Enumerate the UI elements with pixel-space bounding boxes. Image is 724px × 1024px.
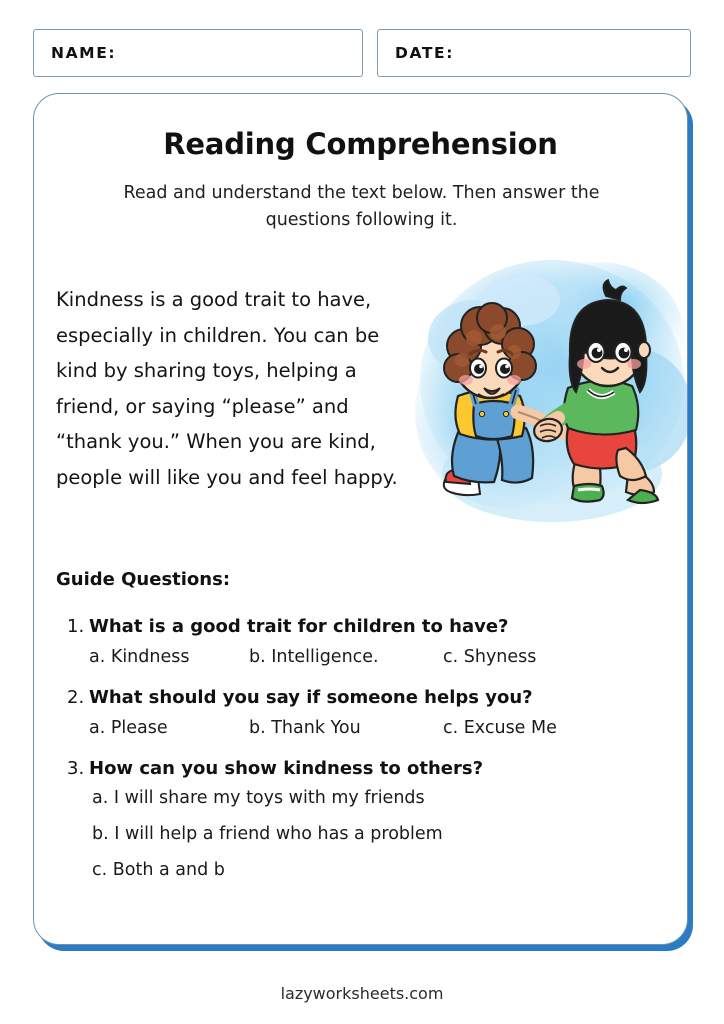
option-b[interactable]: b. I will help a friend who has a problem [92, 824, 443, 844]
page-title: Reading Comprehension [163, 127, 558, 161]
guide-questions-heading: Guide Questions: [56, 569, 231, 590]
date-field[interactable] [377, 29, 691, 77]
passage-line: kind by sharing toys, helping a [56, 359, 357, 382]
footer-site: lazyworksheets.com [280, 984, 444, 1003]
question-text: How can you show kindness to others? [89, 758, 484, 779]
options-row [34, 718, 687, 738]
question-text: What should you say if someone helps you? [89, 687, 533, 708]
option-a[interactable]: a. I will share my toys with my friends [92, 788, 425, 808]
date-field-label: DATE: [395, 44, 455, 62]
options-row [34, 647, 687, 667]
question-number: 1. [67, 616, 85, 637]
option-b[interactable]: b. Thank You [249, 718, 361, 738]
question-item [34, 616, 687, 667]
question-line [34, 687, 687, 708]
option-c[interactable]: c. Shyness [443, 647, 537, 667]
question-number: 3. [67, 758, 85, 779]
passage-line: “thank you.” When you are kind, [56, 430, 376, 453]
options-stack [34, 788, 687, 880]
name-field-label: NAME: [51, 44, 117, 62]
passage-text [56, 282, 436, 495]
question-number: 2. [67, 687, 85, 708]
passage-line: friend, or saying “please” and [56, 394, 349, 418]
question-text: What is a good trait for children to have? [89, 616, 509, 637]
option-b[interactable]: b. Intelligence. [249, 647, 379, 667]
option-a[interactable]: a. Please [89, 718, 168, 738]
instructions-text: Read and understand the text below. Then answer the questions following it. [123, 183, 600, 230]
question-item [34, 687, 687, 738]
name-field[interactable] [33, 29, 363, 77]
passage-line: Kindness is a good trait to have, [56, 288, 372, 311]
question-line [34, 616, 687, 637]
questions-list [34, 616, 687, 900]
header-fields [33, 29, 691, 77]
question-item [34, 758, 687, 880]
passage-line: especially in children. You can be [56, 323, 380, 347]
option-c[interactable]: c. Both a and b [92, 860, 225, 880]
passage-line: people will like you and feel happy. [56, 465, 398, 489]
option-a[interactable]: a. Kindness [89, 647, 190, 667]
worksheet-card [33, 93, 688, 945]
kindness-illustration [402, 242, 688, 532]
question-line [34, 758, 687, 779]
option-c[interactable]: c. Excuse Me [443, 718, 557, 738]
